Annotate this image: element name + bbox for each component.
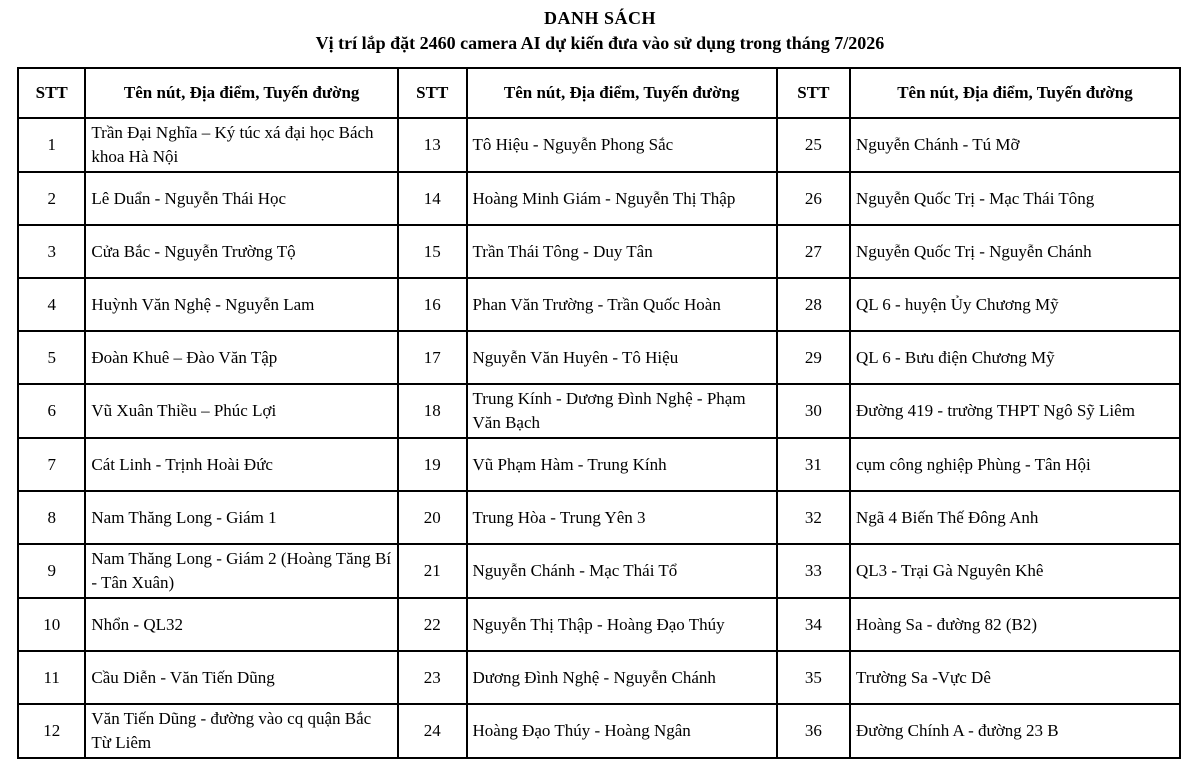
stt-cell: 13 (398, 118, 467, 172)
location-cell: Vũ Phạm Hàm - Trung Kính (467, 438, 777, 491)
location-cell: Cát Linh - Trịnh Hoài Đức (85, 438, 398, 491)
location-cell: Hoàng Sa - đường 82 (B2) (850, 598, 1180, 651)
location-cell: QL 6 - huyện Ủy Chương Mỹ (850, 278, 1180, 331)
location-cell: Vũ Xuân Thiều – Phúc Lợi (85, 384, 398, 438)
table-row (18, 172, 1180, 225)
table-row (18, 225, 1180, 278)
stt-cell: 25 (777, 118, 850, 172)
header-row (18, 68, 1180, 118)
stt-cell: 31 (777, 438, 850, 491)
location-cell: Tô Hiệu - Nguyễn Phong Sắc (467, 118, 777, 172)
location-cell: Nguyễn Quốc Trị - Mạc Thái Tông (850, 172, 1180, 225)
stt-cell: 10 (18, 598, 85, 651)
stt-cell: 34 (777, 598, 850, 651)
stt-cell: 29 (777, 331, 850, 384)
stt-cell: 16 (398, 278, 467, 331)
title-block (0, 0, 1200, 56)
stt-cell: 11 (18, 651, 85, 704)
location-cell: Ngã 4 Biến Thế Đông Anh (850, 491, 1180, 544)
table-row (18, 118, 1180, 172)
stt-cell: 32 (777, 491, 850, 544)
location-cell: Nguyễn Văn Huyên - Tô Hiệu (467, 331, 777, 384)
location-cell: Lê Duẩn - Nguyễn Thái Học (85, 172, 398, 225)
table-body (18, 118, 1180, 758)
location-cell: Huỳnh Văn Nghệ - Nguyễn Lam (85, 278, 398, 331)
location-cell: cụm công nghiệp Phùng - Tân Hội (850, 438, 1180, 491)
stt-cell: 19 (398, 438, 467, 491)
location-cell: Trần Thái Tông - Duy Tân (467, 225, 777, 278)
location-cell: Trung Hòa - Trung Yên 3 (467, 491, 777, 544)
location-cell: Nguyễn Chánh - Mạc Thái Tổ (467, 544, 777, 598)
stt-cell: 28 (777, 278, 850, 331)
stt-cell: 26 (777, 172, 850, 225)
stt-cell: 1 (18, 118, 85, 172)
stt-cell: 9 (18, 544, 85, 598)
location-cell: Nguyễn Chánh - Tú Mỡ (850, 118, 1180, 172)
location-cell: Hoàng Đạo Thúy - Hoàng Ngân (467, 704, 777, 758)
camera-location-table (17, 67, 1181, 759)
table-header (18, 68, 1180, 118)
table-row (18, 704, 1180, 758)
stt-cell: 23 (398, 651, 467, 704)
stt-cell: 15 (398, 225, 467, 278)
stt-cell: 27 (777, 225, 850, 278)
location-cell: Đường Chính A - đường 23 B (850, 704, 1180, 758)
location-cell: Văn Tiến Dũng - đường vào cq quận Bắc Từ Liêm (85, 704, 398, 758)
table-row (18, 278, 1180, 331)
stt-cell: 4 (18, 278, 85, 331)
location-cell: Nguyễn Thị Thập - Hoàng Đạo Thúy (467, 598, 777, 651)
page-title: DANH SÁCH (543, 8, 656, 28)
stt-cell: 12 (18, 704, 85, 758)
table-row (18, 544, 1180, 598)
location-cell: Hoàng Minh Giám - Nguyễn Thị Thập (467, 172, 777, 225)
header-stt-2: STT (398, 68, 467, 118)
header-stt-1: STT (18, 68, 85, 118)
stt-cell: 3 (18, 225, 85, 278)
stt-cell: 18 (398, 384, 467, 438)
stt-cell: 24 (398, 704, 467, 758)
header-location-2: Tên nút, Địa điểm, Tuyến đường (467, 68, 777, 118)
table-row (18, 598, 1180, 651)
stt-cell: 21 (398, 544, 467, 598)
stt-cell: 22 (398, 598, 467, 651)
header-location-3: Tên nút, Địa điểm, Tuyến đường (850, 68, 1180, 118)
table-row (18, 384, 1180, 438)
stt-cell: 2 (18, 172, 85, 225)
location-cell: Đoàn Khuê – Đào Văn Tập (85, 331, 398, 384)
stt-cell: 17 (398, 331, 467, 384)
location-cell: Đường 419 - trường THPT Ngô Sỹ Liêm (850, 384, 1180, 438)
table-row (18, 491, 1180, 544)
stt-cell: 5 (18, 331, 85, 384)
header-location-1: Tên nút, Địa điểm, Tuyến đường (85, 68, 398, 118)
stt-cell: 36 (777, 704, 850, 758)
location-cell: QL3 - Trại Gà Nguyên Khê (850, 544, 1180, 598)
stt-cell: 6 (18, 384, 85, 438)
location-cell: QL 6 - Bưu điện Chương Mỹ (850, 331, 1180, 384)
location-cell: Trung Kính - Dương Đình Nghệ - Phạm Văn Bạch (467, 384, 777, 438)
stt-cell: 14 (398, 172, 467, 225)
table-row (18, 331, 1180, 384)
location-cell: Cầu Diễn - Văn Tiến Dũng (85, 651, 398, 704)
location-cell: Cửa Bắc - Nguyễn Trường Tộ (85, 225, 398, 278)
location-cell: Nhổn - QL32 (85, 598, 398, 651)
stt-cell: 30 (777, 384, 850, 438)
page-subtitle: Vị trí lắp đặt 2460 camera AI dự kiến đưa vào sử dụng trong tháng 7/2026 (315, 33, 885, 53)
location-cell: Nguyễn Quốc Trị - Nguyễn Chánh (850, 225, 1180, 278)
location-cell: Nam Thăng Long - Giám 2 (Hoàng Tăng Bí - Tân Xuân) (85, 544, 398, 598)
table-row (18, 651, 1180, 704)
stt-cell: 7 (18, 438, 85, 491)
location-cell: Phan Văn Trường - Trần Quốc Hoàn (467, 278, 777, 331)
stt-cell: 8 (18, 491, 85, 544)
location-cell: Trường Sa -Vực Dê (850, 651, 1180, 704)
table-row (18, 438, 1180, 491)
stt-cell: 33 (777, 544, 850, 598)
stt-cell: 20 (398, 491, 467, 544)
location-cell: Dương Đình Nghệ - Nguyễn Chánh (467, 651, 777, 704)
header-stt-3: STT (777, 68, 850, 118)
location-cell: Nam Thăng Long - Giám 1 (85, 491, 398, 544)
location-cell: Trần Đại Nghĩa – Ký túc xá đại học Bách khoa Hà Nội (85, 118, 398, 172)
stt-cell: 35 (777, 651, 850, 704)
